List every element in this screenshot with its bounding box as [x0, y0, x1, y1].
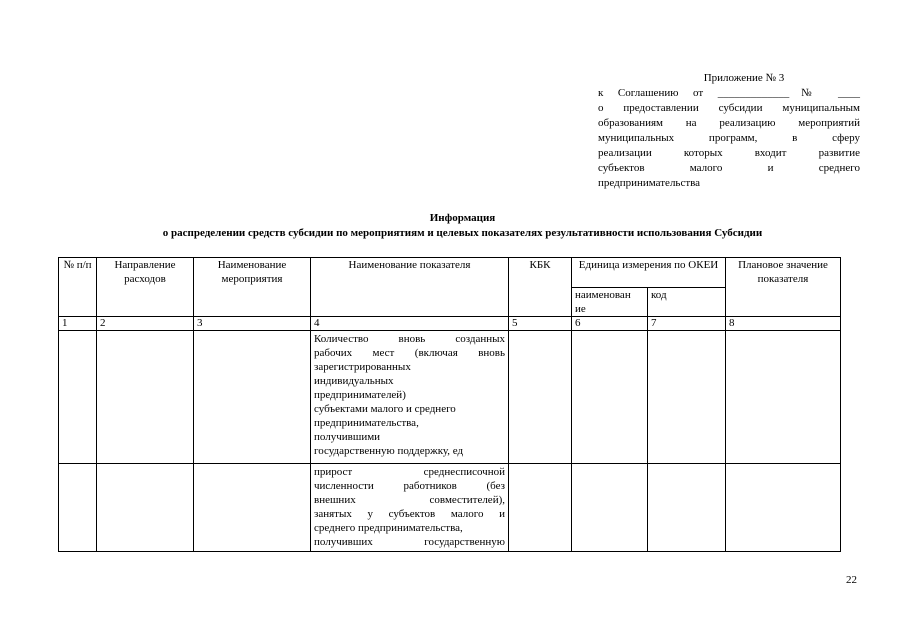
- appendix-line: предпринимательства: [598, 177, 701, 189]
- header-direction: Направление расходов: [97, 258, 194, 317]
- header-planned: Плановое значение показателя: [726, 258, 841, 317]
- header-kbk: КБК: [509, 258, 572, 317]
- header-unit-name: наименован ие: [572, 288, 648, 317]
- indicator-line: Количество вновь созданных: [314, 333, 505, 345]
- column-number: 1: [59, 317, 97, 331]
- heading-title: Информация: [429, 212, 496, 224]
- cell-planned: [726, 331, 841, 464]
- table-header-row: [59, 258, 841, 288]
- indicator-line: зарегистрированных: [314, 361, 411, 373]
- column-number: 2: [97, 317, 194, 331]
- indicator-line: среднего предпринимательства,: [314, 522, 463, 534]
- indicator-line: рабочих мест (включая вновь: [314, 347, 505, 359]
- table-row: [59, 331, 841, 464]
- appendix-line: муниципальных программ, в сферу: [598, 132, 860, 144]
- indicator-line: субъектами малого и среднего: [314, 403, 456, 415]
- header-event-name: Наименование мероприятия: [194, 258, 311, 317]
- cell-num: [59, 464, 97, 552]
- column-number: 5: [509, 317, 572, 331]
- appendix-line: субъектов малого и среднего: [598, 162, 860, 174]
- appendix-line: реализации которых входит развитие: [598, 147, 860, 159]
- header-unit-code: код: [648, 288, 726, 317]
- column-number-row: [59, 317, 841, 331]
- cell-unit-code: [648, 464, 726, 552]
- indicator-line: численности работников (без: [314, 480, 505, 492]
- appendix-line: образованиям на реализацию мероприятий: [598, 117, 860, 129]
- document-heading: [0, 211, 905, 241]
- cell-event-name: [194, 331, 311, 464]
- indicator-line: предпринимательства,: [314, 417, 419, 429]
- column-number: 7: [648, 317, 726, 331]
- appendix-block: [598, 71, 860, 191]
- heading-subtitle: о распределении средств субсидии по мероприятиям и целевых показателях результативности использования Субсидии: [162, 227, 763, 239]
- header-num: № п/п: [59, 258, 97, 317]
- table-row: [59, 464, 841, 552]
- cell-unit-name: [572, 331, 648, 464]
- page-number: 22: [846, 574, 857, 586]
- cell-unit-name: [572, 464, 648, 552]
- indicator-line: внешних совместителей),: [314, 494, 505, 506]
- indicator-line: предпринимателей): [314, 389, 406, 401]
- cell-unit-code: [648, 331, 726, 464]
- indicator-line: государственную поддержку, ед: [314, 445, 464, 457]
- indicator-line: занятых у субъектов малого и: [314, 508, 505, 520]
- indicator-line: получивших государственную: [314, 536, 505, 548]
- cell-kbk: [509, 331, 572, 464]
- header-unit-group: Единица измерения по ОКЕИ: [572, 258, 726, 288]
- appendix-title: Приложение № 3: [703, 72, 785, 84]
- cell-planned: [726, 464, 841, 552]
- column-number: 4: [311, 317, 509, 331]
- indicator-line: прирост среднесписочной: [314, 466, 505, 478]
- cell-direction: [97, 331, 194, 464]
- appendix-line: о предоставлении субсидии муниципальным: [598, 102, 860, 114]
- header-indicator: Наименование показателя: [311, 258, 509, 317]
- cell-indicator: [311, 331, 509, 464]
- cell-indicator: [311, 464, 509, 552]
- column-number: 3: [194, 317, 311, 331]
- cell-kbk: [509, 464, 572, 552]
- column-number: 8: [726, 317, 841, 331]
- appendix-line: к Соглашению от _____________№ ____: [598, 87, 860, 99]
- indicator-line: индивидуальных: [314, 375, 394, 387]
- indicator-line: получившими: [314, 431, 381, 443]
- cell-num: [59, 331, 97, 464]
- column-number: 6: [572, 317, 648, 331]
- cell-direction: [97, 464, 194, 552]
- distribution-table: [58, 257, 841, 552]
- cell-event-name: [194, 464, 311, 552]
